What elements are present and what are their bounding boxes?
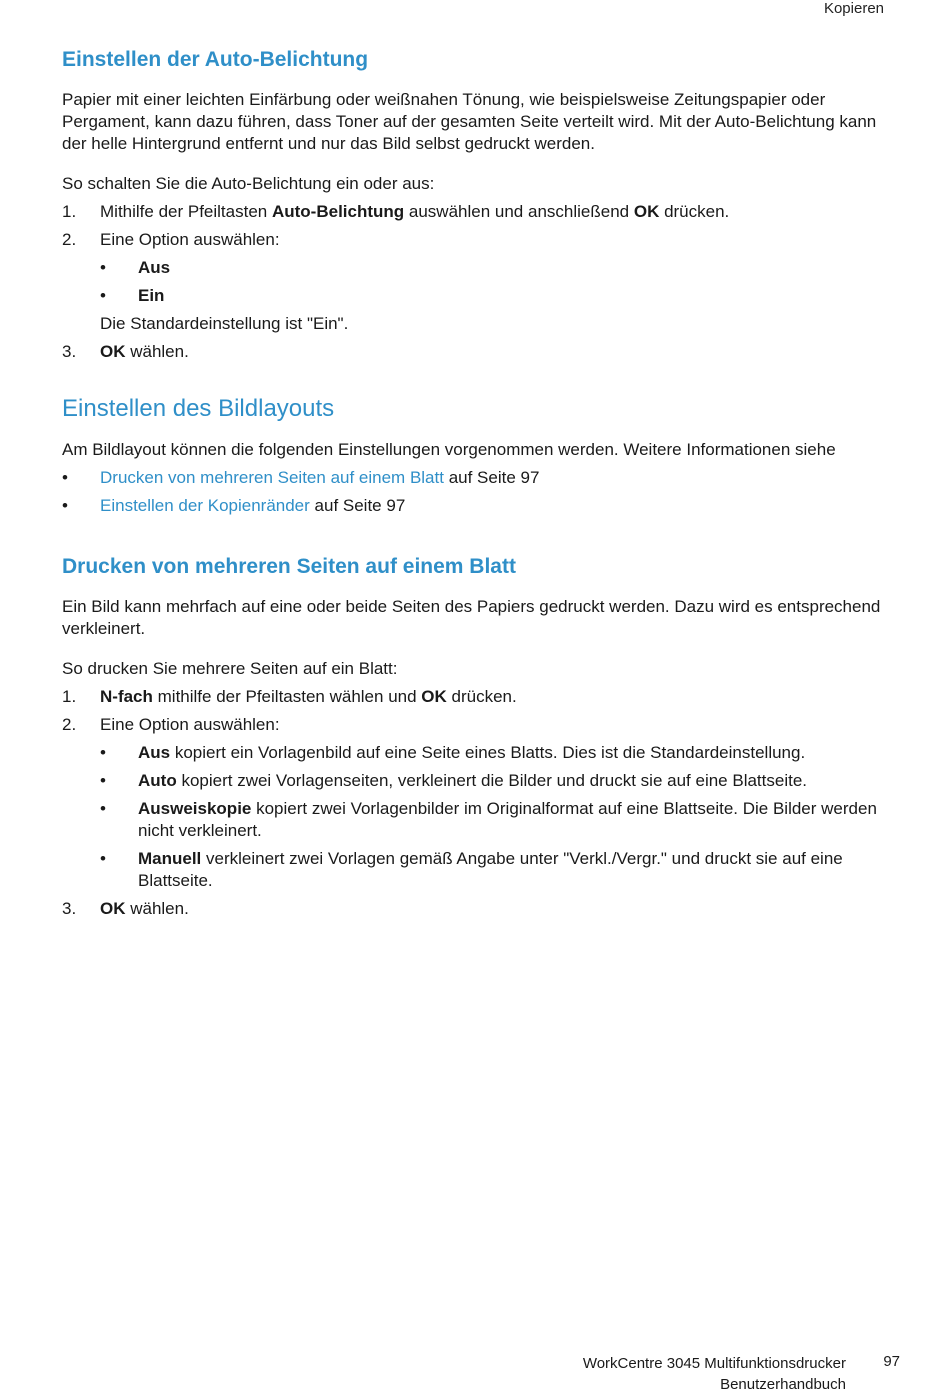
section-title-auto-belichtung: Einstellen der Auto-Belichtung <box>62 48 369 71</box>
step-3 <box>62 898 892 920</box>
link-item <box>62 467 892 489</box>
step-keyword: OK <box>633 202 660 221</box>
paragraph-lead: So drucken Sie mehrere Seiten auf ein Blatt: <box>62 659 398 678</box>
page-reference: auf Seite 97 <box>309 496 406 515</box>
section-title-bildlayout: Einstellen des Bildlayouts <box>62 395 335 422</box>
page-reference: auf Seite 97 <box>443 468 540 487</box>
option-item <box>100 848 892 892</box>
step-keyword: OK <box>100 899 126 918</box>
option-item <box>100 257 892 279</box>
option-item <box>100 285 892 307</box>
option-item <box>100 742 892 764</box>
running-header: Kopieren <box>823 0 884 17</box>
step-keyword: N-fach <box>100 687 153 706</box>
option-description: kopiert ein Vorlagenbild auf eine Seite eines Blatts. Dies ist die Standardeinstellung. <box>170 743 806 762</box>
bullet-icon: • <box>100 849 106 868</box>
step-2 <box>62 714 892 892</box>
page-content <box>62 48 892 920</box>
footer-product: WorkCentre 3045 Multifunktionsdrucker <box>582 1355 846 1372</box>
option-label: Ausweiskopie <box>138 799 252 818</box>
step-number: 2. <box>62 230 77 249</box>
option-label: Manuell <box>138 849 202 868</box>
step-number: 1. <box>62 687 77 706</box>
cross-reference-link[interactable]: Drucken von mehreren Seiten auf einem Blatt <box>100 468 444 487</box>
option-description: kopiert zwei Vorlagenseiten, verkleinert die Bilder und druckt sie auf eine Blattseite. <box>176 771 808 790</box>
section-title-mehrere-seiten: Drucken von mehreren Seiten auf einem Blatt <box>62 555 516 578</box>
step-number: 3. <box>62 899 77 918</box>
option-label: Ein <box>138 286 165 305</box>
step-text: drücken. <box>446 687 517 706</box>
step-text: auswählen und anschließend <box>404 202 634 221</box>
option-item <box>100 770 892 792</box>
paragraph-intro: Ein Bild kann mehrfach auf eine oder beide Seiten des Papiers gedruckt werden. Dazu wird es entsprechend verkleinert. <box>62 597 881 638</box>
step-number: 1. <box>62 202 77 221</box>
bullet-icon: • <box>100 771 106 790</box>
option-label: Aus <box>138 743 171 762</box>
step-keyword: Auto-Belichtung <box>271 202 405 221</box>
step-text: Eine Option auswählen: <box>100 230 280 249</box>
page-footer <box>583 1353 846 1395</box>
step-text: drücken. <box>659 202 730 221</box>
link-item <box>62 495 892 517</box>
step-text: mithilfe der Pfeiltasten wählen und <box>152 687 422 706</box>
step-text: wählen. <box>125 342 189 361</box>
step-keyword: OK <box>421 687 447 706</box>
option-label: Aus <box>138 258 171 277</box>
paragraph-lead: So schalten Sie die Auto-Belichtung ein oder aus: <box>62 174 435 193</box>
step-text: Eine Option auswählen: <box>100 715 280 734</box>
page-number: 97 <box>883 1353 900 1370</box>
step-note: Die Standardeinstellung ist "Ein". <box>100 314 349 333</box>
bullet-icon: • <box>100 743 106 762</box>
paragraph-intro: Am Bildlayout können die folgenden Einstellungen vorgenommen werden. Weitere Informationen siehe <box>62 440 836 459</box>
step-1 <box>62 201 892 223</box>
step-number: 3. <box>62 342 77 361</box>
option-label: Auto <box>138 771 177 790</box>
bullet-icon: • <box>62 468 68 487</box>
bullet-icon: • <box>62 496 68 515</box>
cross-reference-link[interactable]: Einstellen der Kopienränder <box>100 496 310 515</box>
bullet-icon: • <box>100 286 106 305</box>
footer-document: Benutzerhandbuch <box>720 1376 846 1393</box>
step-3 <box>62 341 892 363</box>
option-item <box>100 798 892 842</box>
step-2 <box>62 229 892 335</box>
option-description: verkleinert zwei Vorlagen gemäß Angabe unter "Verkl./Vergr." und druckt sie auf eine Blattseite. <box>138 849 843 890</box>
step-text: wählen. <box>125 899 189 918</box>
step-number: 2. <box>62 715 77 734</box>
step-text: Mithilfe der Pfeiltasten <box>100 202 272 221</box>
option-description: kopiert zwei Vorlagenbilder im Originalformat auf eine Blattseite. Die Bilder werden nicht verkleinert. <box>138 799 877 840</box>
step-1 <box>62 686 892 708</box>
bullet-icon: • <box>100 258 106 277</box>
paragraph-intro: Papier mit einer leichten Einfärbung oder weißnahen Tönung, wie beispielsweise Zeitungspapier oder Pergament, kann dazu führen, dass Toner auf der gesamten Seite verteilt wird. Mit der Auto-Belichtung kann der helle Hintergrund entfernt und nur das Bild selbst gedruckt werden. <box>62 90 877 153</box>
step-keyword: OK <box>100 342 126 361</box>
bullet-icon: • <box>100 799 106 818</box>
